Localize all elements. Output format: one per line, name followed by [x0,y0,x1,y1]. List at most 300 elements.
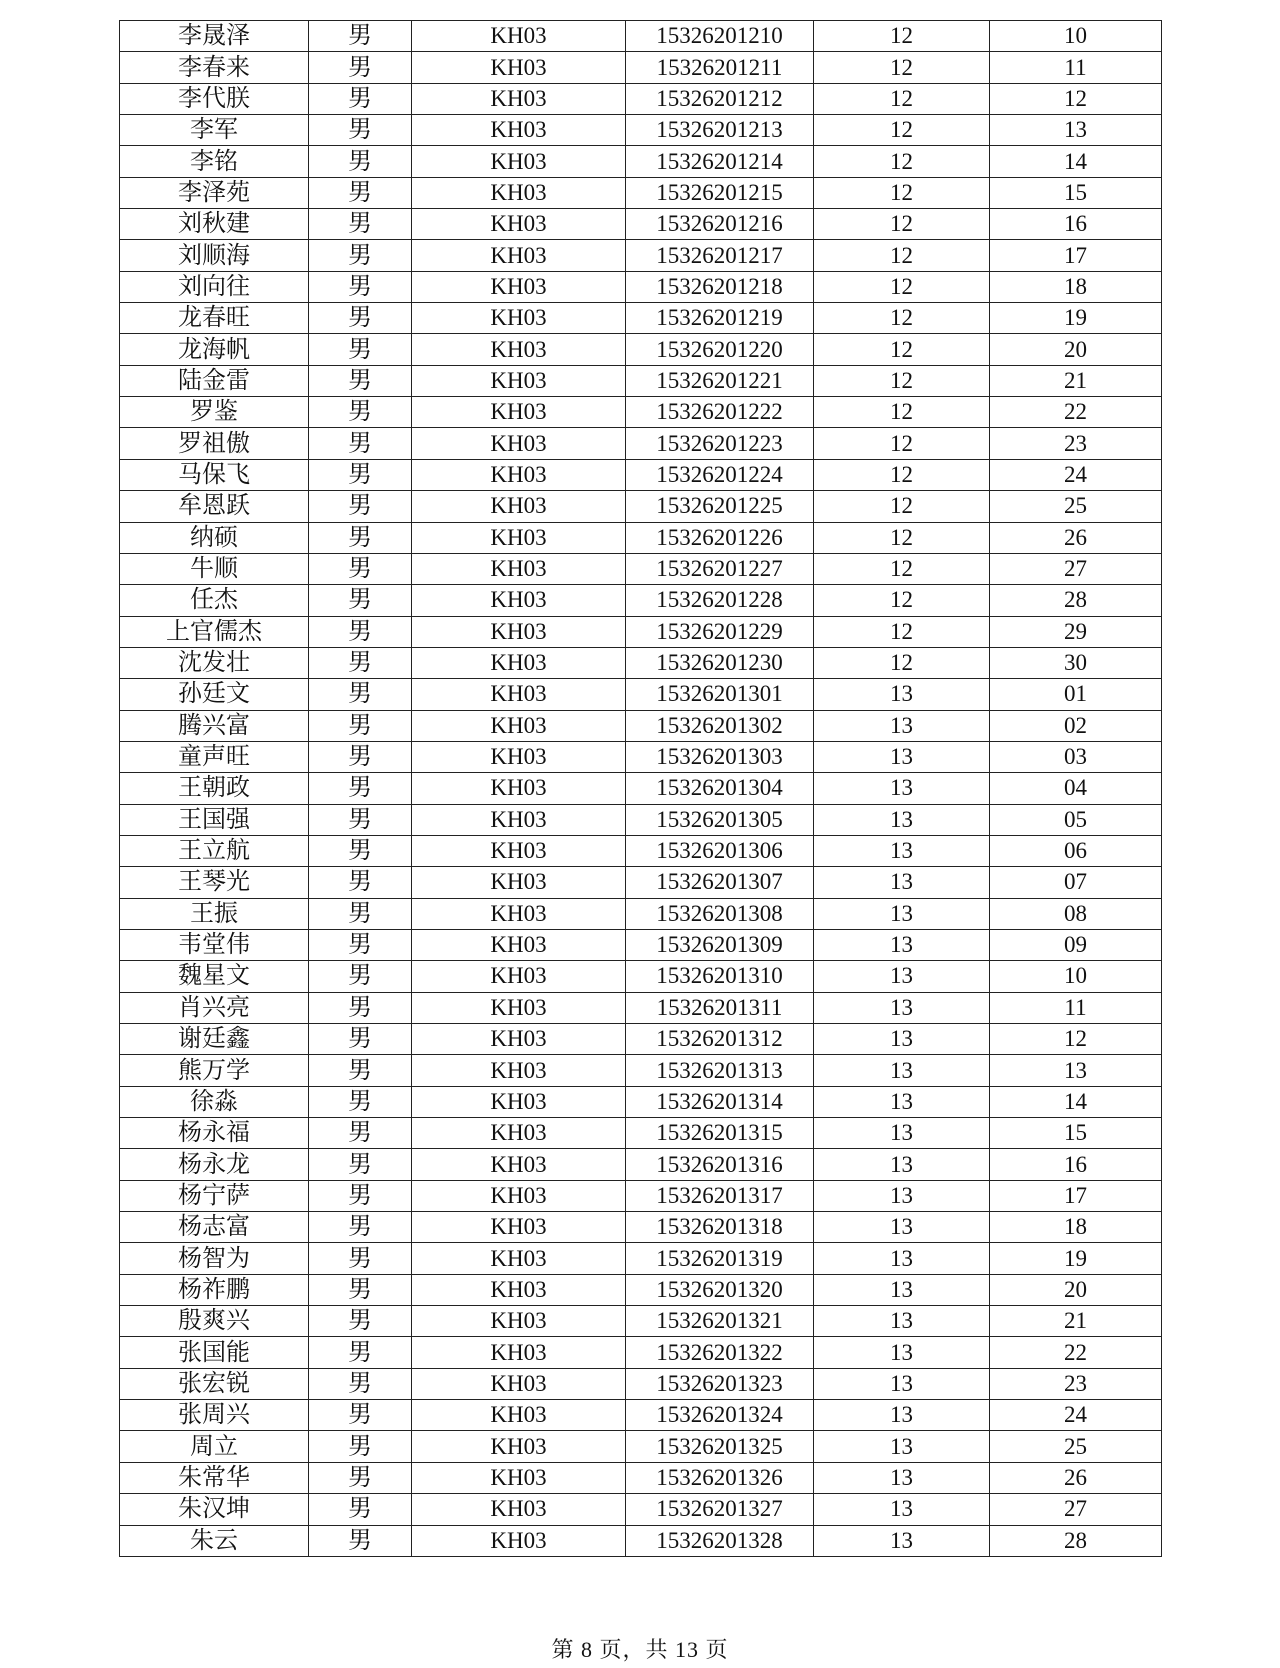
room-cell: 13 [814,898,990,929]
gender-cell: 男 [309,992,412,1023]
table-row [120,898,1162,929]
class-code-cell: KH03 [412,491,626,522]
name-cell: 谢廷鑫 [120,1024,309,1055]
name-cell: 牟恩跃 [120,491,309,522]
class-code-cell: KH03 [412,1180,626,1211]
seat-cell: 27 [990,553,1162,584]
seat-cell: 03 [990,741,1162,772]
table-row [120,647,1162,678]
room-cell: 12 [814,522,990,553]
class-code-cell: KH03 [412,961,626,992]
table-row [120,1306,1162,1337]
seat-cell: 02 [990,710,1162,741]
student-id-cell: 15326201325 [626,1431,814,1462]
table-row [120,1494,1162,1525]
student-id-cell: 15326201320 [626,1274,814,1305]
seat-cell: 10 [990,21,1162,52]
student-id-cell: 15326201326 [626,1462,814,1493]
student-id-cell: 15326201303 [626,741,814,772]
gender-cell: 男 [309,1306,412,1337]
gender-cell: 男 [309,1431,412,1462]
gender-cell: 男 [309,1400,412,1431]
seat-cell: 30 [990,647,1162,678]
name-cell: 牛顺 [120,553,309,584]
gender-cell: 男 [309,710,412,741]
room-cell: 13 [814,710,990,741]
room-cell: 12 [814,459,990,490]
gender-cell: 男 [309,271,412,302]
name-cell: 马保飞 [120,459,309,490]
seat-cell: 21 [990,365,1162,396]
gender-cell: 男 [309,1180,412,1211]
class-code-cell: KH03 [412,1274,626,1305]
name-cell: 龙海帆 [120,334,309,365]
student-id-cell: 15326201327 [626,1494,814,1525]
gender-cell: 男 [309,177,412,208]
table-row [120,397,1162,428]
seat-cell: 13 [990,1055,1162,1086]
gender-cell: 男 [309,428,412,459]
gender-cell: 男 [309,961,412,992]
table-row [120,804,1162,835]
class-code-cell: KH03 [412,365,626,396]
roster-table-body [120,21,1162,1557]
seat-cell: 12 [990,1024,1162,1055]
room-cell: 13 [814,679,990,710]
gender-cell: 男 [309,83,412,114]
gender-cell: 男 [309,146,412,177]
room-cell: 13 [814,741,990,772]
table-row [120,21,1162,52]
room-cell: 13 [814,1306,990,1337]
seat-cell: 04 [990,773,1162,804]
name-cell: 杨祚鹏 [120,1274,309,1305]
seat-cell: 17 [990,240,1162,271]
name-cell: 王立航 [120,835,309,866]
table-row [120,929,1162,960]
table-row [120,1149,1162,1180]
class-code-cell: KH03 [412,773,626,804]
student-id-cell: 15326201225 [626,491,814,522]
student-id-cell: 15326201316 [626,1149,814,1180]
table-row [120,741,1162,772]
name-cell: 朱常华 [120,1462,309,1493]
class-code-cell: KH03 [412,647,626,678]
room-cell: 12 [814,334,990,365]
student-id-cell: 15326201223 [626,428,814,459]
room-cell: 12 [814,616,990,647]
table-row [120,1180,1162,1211]
class-code-cell: KH03 [412,1400,626,1431]
gender-cell: 男 [309,115,412,146]
seat-cell: 20 [990,1274,1162,1305]
class-code-cell: KH03 [412,303,626,334]
student-id-cell: 15326201309 [626,929,814,960]
seat-cell: 07 [990,867,1162,898]
page-footer: 第 8 页，共 13 页 [551,1637,729,1662]
seat-cell: 14 [990,1086,1162,1117]
gender-cell: 男 [309,52,412,83]
class-code-cell: KH03 [412,585,626,616]
seat-cell: 21 [990,1306,1162,1337]
student-id-cell: 15326201317 [626,1180,814,1211]
room-cell: 13 [814,1024,990,1055]
name-cell: 魏星文 [120,961,309,992]
seat-cell: 13 [990,115,1162,146]
name-cell: 任杰 [120,585,309,616]
room-cell: 13 [814,1274,990,1305]
seat-cell: 16 [990,209,1162,240]
seat-cell: 15 [990,177,1162,208]
gender-cell: 男 [309,1212,412,1243]
student-id-cell: 15326201222 [626,397,814,428]
seat-cell: 19 [990,303,1162,334]
name-cell: 李铭 [120,146,309,177]
table-row [120,303,1162,334]
class-code-cell: KH03 [412,1024,626,1055]
class-code-cell: KH03 [412,1494,626,1525]
room-cell: 13 [814,1525,990,1556]
name-cell: 纳硕 [120,522,309,553]
student-id-cell: 15326201328 [626,1525,814,1556]
seat-cell: 24 [990,1400,1162,1431]
name-cell: 韦堂伟 [120,929,309,960]
gender-cell: 男 [309,209,412,240]
name-cell: 龙春旺 [120,303,309,334]
name-cell: 王国强 [120,804,309,835]
table-row [120,52,1162,83]
table-row [120,1462,1162,1493]
student-id-cell: 15326201315 [626,1118,814,1149]
room-cell: 12 [814,240,990,271]
seat-cell: 24 [990,459,1162,490]
gender-cell: 男 [309,741,412,772]
table-row [120,522,1162,553]
student-id-cell: 15326201220 [626,334,814,365]
gender-cell: 男 [309,898,412,929]
class-code-cell: KH03 [412,52,626,83]
gender-cell: 男 [309,21,412,52]
student-id-cell: 15326201312 [626,1024,814,1055]
room-cell: 12 [814,397,990,428]
student-id-cell: 15326201319 [626,1243,814,1274]
name-cell: 李晟泽 [120,21,309,52]
room-cell: 13 [814,773,990,804]
table-row [120,1431,1162,1462]
name-cell: 徐淼 [120,1086,309,1117]
gender-cell: 男 [309,553,412,584]
room-cell: 13 [814,1243,990,1274]
room-cell: 13 [814,835,990,866]
class-code-cell: KH03 [412,1337,626,1368]
gender-cell: 男 [309,365,412,396]
gender-cell: 男 [309,522,412,553]
student-id-cell: 15326201307 [626,867,814,898]
class-code-cell: KH03 [412,115,626,146]
seat-cell: 23 [990,428,1162,459]
table-row [120,177,1162,208]
student-id-cell: 15326201224 [626,459,814,490]
room-cell: 13 [814,1368,990,1399]
class-code-cell: KH03 [412,867,626,898]
student-id-cell: 15326201211 [626,52,814,83]
class-code-cell: KH03 [412,21,626,52]
name-cell: 杨宁萨 [120,1180,309,1211]
gender-cell: 男 [309,1494,412,1525]
table-row [120,1243,1162,1274]
seat-cell: 25 [990,491,1162,522]
class-code-cell: KH03 [412,428,626,459]
class-code-cell: KH03 [412,741,626,772]
class-code-cell: KH03 [412,835,626,866]
seat-cell: 20 [990,334,1162,365]
room-cell: 12 [814,428,990,459]
class-code-cell: KH03 [412,146,626,177]
name-cell: 罗鉴 [120,397,309,428]
student-id-cell: 15326201304 [626,773,814,804]
table-row [120,1400,1162,1431]
table-row [120,334,1162,365]
table-row [120,240,1162,271]
name-cell: 肖兴亮 [120,992,309,1023]
seat-cell: 22 [990,1337,1162,1368]
seat-cell: 26 [990,1462,1162,1493]
table-row [120,867,1162,898]
seat-cell: 17 [990,1180,1162,1211]
table-row [120,773,1162,804]
name-cell: 王琴光 [120,867,309,898]
student-id-cell: 15326201318 [626,1212,814,1243]
class-code-cell: KH03 [412,240,626,271]
gender-cell: 男 [309,867,412,898]
seat-cell: 16 [990,1149,1162,1180]
class-code-cell: KH03 [412,1431,626,1462]
class-code-cell: KH03 [412,1243,626,1274]
room-cell: 13 [814,1431,990,1462]
seat-cell: 15 [990,1118,1162,1149]
gender-cell: 男 [309,1274,412,1305]
gender-cell: 男 [309,397,412,428]
name-cell: 李军 [120,115,309,146]
gender-cell: 男 [309,459,412,490]
name-cell: 刘向往 [120,271,309,302]
class-code-cell: KH03 [412,616,626,647]
room-cell: 13 [814,1180,990,1211]
name-cell: 李春来 [120,52,309,83]
room-cell: 12 [814,365,990,396]
student-id-cell: 15326201228 [626,585,814,616]
student-id-cell: 15326201230 [626,647,814,678]
room-cell: 13 [814,961,990,992]
class-code-cell: KH03 [412,1306,626,1337]
student-id-cell: 15326201301 [626,679,814,710]
table-row [120,271,1162,302]
student-id-cell: 15326201314 [626,1086,814,1117]
table-row [120,209,1162,240]
class-code-cell: KH03 [412,209,626,240]
gender-cell: 男 [309,647,412,678]
seat-cell: 25 [990,1431,1162,1462]
student-id-cell: 15326201322 [626,1337,814,1368]
room-cell: 12 [814,52,990,83]
class-code-cell: KH03 [412,929,626,960]
class-code-cell: KH03 [412,459,626,490]
room-cell: 13 [814,1212,990,1243]
name-cell: 刘秋建 [120,209,309,240]
seat-cell: 22 [990,397,1162,428]
class-code-cell: KH03 [412,334,626,365]
table-row [120,1337,1162,1368]
room-cell: 13 [814,867,990,898]
class-code-cell: KH03 [412,804,626,835]
student-id-cell: 15326201308 [626,898,814,929]
table-row [120,710,1162,741]
gender-cell: 男 [309,585,412,616]
class-code-cell: KH03 [412,1462,626,1493]
gender-cell: 男 [309,929,412,960]
room-cell: 12 [814,146,990,177]
table-row [120,1274,1162,1305]
name-cell: 杨永龙 [120,1149,309,1180]
room-cell: 12 [814,647,990,678]
table-row [120,961,1162,992]
name-cell: 朱汉坤 [120,1494,309,1525]
name-cell: 上官儒杰 [120,616,309,647]
seat-cell: 05 [990,804,1162,835]
seat-cell: 23 [990,1368,1162,1399]
gender-cell: 男 [309,1149,412,1180]
class-code-cell: KH03 [412,710,626,741]
name-cell: 杨永福 [120,1118,309,1149]
name-cell: 周立 [120,1431,309,1462]
gender-cell: 男 [309,1118,412,1149]
gender-cell: 男 [309,1024,412,1055]
class-code-cell: KH03 [412,1055,626,1086]
room-cell: 12 [814,83,990,114]
gender-cell: 男 [309,240,412,271]
class-code-cell: KH03 [412,1368,626,1399]
student-id-cell: 15326201311 [626,992,814,1023]
student-id-cell: 15326201229 [626,616,814,647]
table-row [120,616,1162,647]
name-cell: 孙廷文 [120,679,309,710]
class-code-cell: KH03 [412,1212,626,1243]
gender-cell: 男 [309,835,412,866]
gender-cell: 男 [309,1086,412,1117]
class-code-cell: KH03 [412,1525,626,1556]
student-id-cell: 15326201210 [626,21,814,52]
seat-cell: 14 [990,146,1162,177]
student-id-cell: 15326201214 [626,146,814,177]
class-code-cell: KH03 [412,271,626,302]
room-cell: 12 [814,177,990,208]
room-cell: 13 [814,1055,990,1086]
name-cell: 熊万学 [120,1055,309,1086]
table-row [120,1024,1162,1055]
table-row [120,365,1162,396]
class-code-cell: KH03 [412,83,626,114]
gender-cell: 男 [309,804,412,835]
table-row [120,679,1162,710]
name-cell: 李代朕 [120,83,309,114]
table-row [120,459,1162,490]
class-code-cell: KH03 [412,177,626,208]
gender-cell: 男 [309,1055,412,1086]
gender-cell: 男 [309,334,412,365]
student-id-cell: 15326201305 [626,804,814,835]
table-row [120,1368,1162,1399]
class-code-cell: KH03 [412,1086,626,1117]
class-code-cell: KH03 [412,679,626,710]
seat-cell: 06 [990,835,1162,866]
seat-cell: 01 [990,679,1162,710]
name-cell: 童声旺 [120,741,309,772]
room-cell: 13 [814,1400,990,1431]
student-id-cell: 15326201218 [626,271,814,302]
name-cell: 李泽苑 [120,177,309,208]
seat-cell: 18 [990,1212,1162,1243]
room-cell: 13 [814,1337,990,1368]
student-id-cell: 15326201302 [626,710,814,741]
gender-cell: 男 [309,1462,412,1493]
room-cell: 13 [814,804,990,835]
gender-cell: 男 [309,1525,412,1556]
name-cell: 腾兴富 [120,710,309,741]
room-cell: 13 [814,992,990,1023]
class-code-cell: KH03 [412,1149,626,1180]
room-cell: 12 [814,271,990,302]
table-row [120,1212,1162,1243]
table-row [120,992,1162,1023]
student-id-cell: 15326201227 [626,553,814,584]
room-cell: 12 [814,21,990,52]
gender-cell: 男 [309,679,412,710]
name-cell: 王朝政 [120,773,309,804]
table-row [120,553,1162,584]
table-row [120,585,1162,616]
table-row [120,1086,1162,1117]
table-row [120,146,1162,177]
seat-cell: 29 [990,616,1162,647]
student-id-cell: 15326201212 [626,83,814,114]
table-row [120,115,1162,146]
name-cell: 王振 [120,898,309,929]
room-cell: 12 [814,553,990,584]
table-row [120,428,1162,459]
name-cell: 张国能 [120,1337,309,1368]
gender-cell: 男 [309,1368,412,1399]
gender-cell: 男 [309,491,412,522]
class-code-cell: KH03 [412,992,626,1023]
table-row [120,1525,1162,1556]
seat-cell: 28 [990,585,1162,616]
student-id-cell: 15326201213 [626,115,814,146]
student-id-cell: 15326201310 [626,961,814,992]
seat-cell: 08 [990,898,1162,929]
seat-cell: 18 [990,271,1162,302]
seat-cell: 09 [990,929,1162,960]
name-cell: 沈发壮 [120,647,309,678]
name-cell: 陆金雷 [120,365,309,396]
seat-cell: 11 [990,992,1162,1023]
name-cell: 杨智为 [120,1243,309,1274]
class-code-cell: KH03 [412,553,626,584]
roster-table [119,20,1162,1557]
seat-cell: 11 [990,52,1162,83]
name-cell: 张周兴 [120,1400,309,1431]
room-cell: 13 [814,929,990,960]
student-id-cell: 15326201226 [626,522,814,553]
